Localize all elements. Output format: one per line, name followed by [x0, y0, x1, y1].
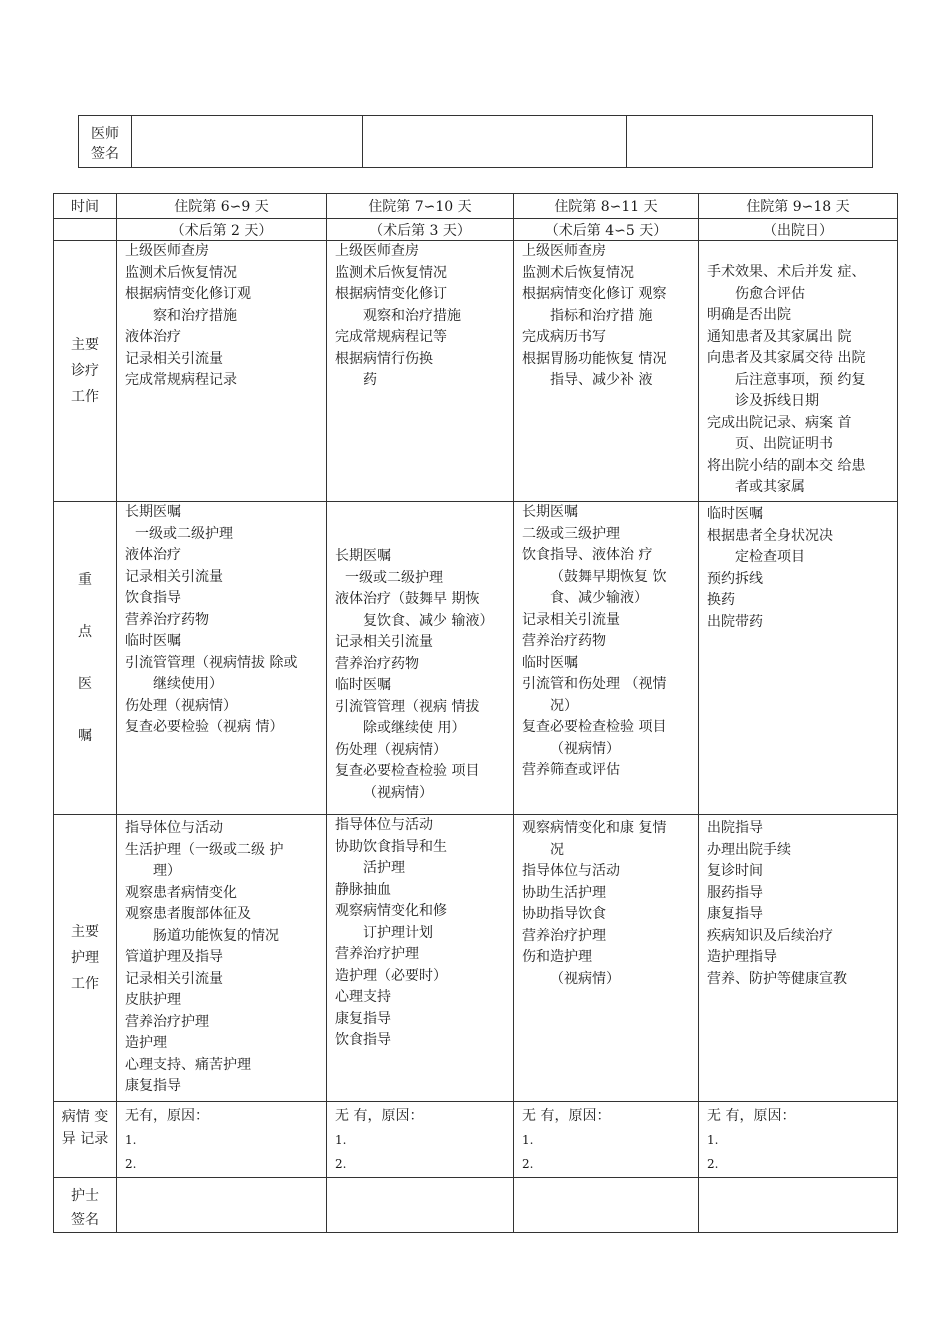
list-item: 指导体位与活动 [522, 863, 620, 879]
diagnosis-cell [514, 241, 699, 502]
list-item: 药 [363, 372, 377, 388]
variation-option[interactable]: 无 有，原因： [522, 1108, 611, 1124]
nurse-signature-cell[interactable] [699, 1178, 898, 1233]
list-item: 向患者及其家属交待 出院 [707, 350, 866, 366]
list-item: 监测术后恢复情况 [522, 264, 634, 281]
list-item: 饮食指导 [335, 1032, 391, 1048]
variation-cell[interactable] [327, 1102, 514, 1178]
list-item: 饮食指导、液体治 疗 [522, 547, 653, 563]
list-item: 临时医嘱 [707, 506, 763, 522]
list-item: 康复指导 [125, 1078, 181, 1094]
day-header: 住院第 6∽9 天 [117, 194, 327, 219]
nursing-cell [117, 815, 327, 1102]
variation-item: 2. [707, 1157, 719, 1171]
list-item: 引流管管理（视病 情拔 [335, 698, 480, 715]
diagnosis-cell [117, 241, 327, 502]
list-item: 况） [550, 697, 578, 714]
physician-signature-label [79, 116, 132, 168]
list-item: 指标和治疗措 施 [550, 307, 653, 324]
nursing-cell [699, 815, 898, 1102]
label-line: 医 [78, 676, 92, 692]
list-item: 出院带药 [707, 613, 763, 630]
list-item: 服药指导 [707, 884, 763, 901]
label-line: 工作 [71, 389, 99, 405]
list-item: （视病情） [363, 784, 433, 801]
list-item: 长期医嘱 [522, 504, 578, 520]
list-item: 复查必要检查检验 项目 [522, 719, 667, 735]
day-header: 住院第 8∽11 天 [514, 194, 699, 219]
list-item: 通知患者及其家属出 院 [707, 328, 852, 345]
row-label-diagnosis [54, 241, 117, 502]
list-item: 营养治疗药物 [125, 611, 209, 628]
label-line: 主要 [71, 924, 99, 940]
list-item: 营养筛查或评估 [522, 762, 620, 778]
list-item: 出院指导 [707, 820, 763, 836]
list-item: 长期医嘱 [335, 548, 391, 564]
variation-cell[interactable] [699, 1102, 898, 1178]
label-line: 嘱 [78, 728, 92, 744]
list-item: 造护理 [125, 1035, 167, 1051]
list-item: 造护理指导 [707, 949, 777, 965]
list-item: 疾病知识及后续治疗 [707, 927, 833, 944]
list-item: 伤和造护理 [522, 949, 592, 965]
list-item: 观察患者病情变化 [125, 884, 237, 901]
list-item: 生活护理（一级或二级 护 [125, 841, 284, 858]
label-line: 重 [78, 572, 92, 588]
variation-option[interactable]: 无 有，原因： [335, 1108, 424, 1124]
list-item: 指导、减少补 液 [550, 372, 653, 388]
list-item: 康复指导 [707, 906, 763, 922]
list-item: 食、减少输液） [550, 590, 648, 606]
variation-option[interactable]: 无 有，原因： [707, 1108, 796, 1124]
label-line: 主要 [71, 337, 99, 353]
list-item: 临时医嘱 [125, 633, 181, 649]
nursing-cell [514, 815, 699, 1102]
list-item: 营养治疗护理 [335, 946, 419, 962]
list-item: 指导体位与活动 [335, 817, 433, 833]
list-item: 复查必要检查检验 项目 [335, 763, 480, 779]
label-line: 点 [78, 624, 92, 640]
label-line: 诊疗 [71, 363, 99, 379]
nurse-signature-cell[interactable] [117, 1178, 327, 1233]
list-item: 复查必要检验（视病 情） [125, 719, 284, 735]
list-item: 况 [550, 841, 564, 858]
list-item: 明确是否出院 [707, 307, 791, 323]
list-item: 预约拆线 [707, 570, 763, 587]
list-item: 复诊时间 [707, 863, 763, 879]
list-item: 者或其家属 [735, 479, 805, 495]
list-item: 记录相关引流量 [125, 970, 223, 987]
list-item: 完成出院记录、病案 首 [707, 414, 852, 431]
list-item: 液体治疗（鼓舞早 期恢 [335, 591, 480, 607]
list-item: 皮肤护理 [125, 992, 181, 1008]
label-line: 异 记录 [61, 1131, 109, 1147]
list-item: 营养治疗药物 [522, 633, 606, 649]
list-item: 记录相关引流量 [125, 350, 223, 367]
list-item: 营养治疗护理 [125, 1013, 209, 1030]
postop-day-subheader: （出院日） [699, 219, 898, 241]
diagnosis-cell [699, 241, 898, 502]
list-item: （视病情） [550, 970, 620, 987]
list-item: 完成常规病程记等 [335, 329, 447, 345]
variation-item: 2. [125, 1157, 137, 1171]
signature-cell[interactable] [627, 116, 873, 168]
list-item: 心理支持 [335, 989, 391, 1005]
list-item: 液体治疗 [125, 547, 181, 563]
variation-cell[interactable] [117, 1102, 327, 1178]
list-item: 记录相关引流量 [335, 634, 433, 650]
signature-cell[interactable] [363, 116, 627, 168]
list-item: 完成常规病程记录 [125, 372, 237, 388]
variation-item: 1. [707, 1133, 719, 1147]
list-item: 肠道功能恢复的情况 [153, 927, 279, 944]
empty-cell [54, 219, 117, 241]
list-item: 一级或二级护理 [135, 525, 233, 542]
list-item: 上级医师查房 [335, 243, 419, 259]
list-item: 除或继续使 用） [363, 720, 466, 736]
list-item: 监测术后恢复情况 [125, 264, 237, 281]
row-label-nurse-signature [54, 1178, 117, 1233]
list-item: 活护理 [363, 860, 405, 876]
list-item: 办理出院手续 [707, 841, 791, 858]
list-item: 长期医嘱 [125, 504, 181, 520]
list-item: 复饮食、减少 输液） [363, 612, 494, 629]
list-item: 一级或二级护理 [345, 569, 443, 586]
orders-cell [699, 502, 898, 815]
list-item: 上级医师查房 [125, 243, 209, 259]
orders-cell [117, 502, 327, 815]
list-item: 根据病情变化修订 观察 [522, 286, 667, 302]
variation-item: 2. [522, 1157, 534, 1171]
variation-item: 2. [335, 1157, 347, 1171]
list-item: （鼓舞早期恢复 饮 [550, 568, 667, 585]
list-item: 指导体位与活动 [125, 820, 223, 836]
list-item: 液体治疗 [125, 329, 181, 345]
signature-cell[interactable] [132, 116, 363, 168]
list-item: 管道护理及指导 [125, 949, 223, 965]
list-item: 记录相关引流量 [125, 568, 223, 585]
list-item: 将出院小结的副本交 给患 [707, 457, 866, 474]
variation-cell[interactable] [514, 1102, 699, 1178]
list-item: 营养治疗护理 [522, 927, 606, 944]
list-item: （视病情） [550, 740, 620, 757]
list-item: 心理支持、痛苦护理 [125, 1056, 251, 1073]
row-label-variation [54, 1102, 117, 1178]
list-item: 诊及拆线日期 [735, 393, 819, 409]
physician-signature-table [78, 115, 873, 168]
label-line: 医师 [91, 126, 119, 142]
list-item: 换药 [707, 592, 735, 608]
list-item: 伤处理（视病情） [335, 741, 447, 758]
list-item: 营养、防护等健康宣教 [707, 970, 847, 987]
label-line: 病情 变 [61, 1109, 109, 1125]
list-item: 伤处理（视病情） [125, 697, 237, 714]
postop-day-subheader: （术后第 3 天） [327, 219, 514, 241]
list-item: 继续使用） [153, 676, 223, 692]
list-item: 康复指导 [335, 1010, 391, 1027]
list-item: 后注意事项，预 约复 [735, 371, 866, 388]
list-item: 根据病情变化修订 [335, 286, 447, 302]
list-item: 页、出院证明书 [735, 436, 833, 452]
list-item: 造护理（必要时） [335, 967, 447, 984]
list-item: 监测术后恢复情况 [335, 264, 447, 281]
nurse-signature-cell[interactable] [327, 1178, 514, 1233]
label-line: 签名 [91, 146, 119, 162]
list-item: 根据胃肠功能恢复 情况 [522, 350, 667, 367]
list-item: 察和治疗措施 [153, 307, 237, 324]
list-item: 记录相关引流量 [522, 611, 620, 628]
list-item: 临时医嘱 [335, 677, 391, 693]
diagnosis-cell [327, 241, 514, 502]
time-header: 时间 [54, 194, 117, 219]
day-header: 住院第 7∽10 天 [327, 194, 514, 219]
variation-item: 1. [125, 1133, 137, 1147]
list-item: 定检查项目 [735, 549, 805, 565]
list-item: 上级医师查房 [522, 243, 606, 259]
list-item: 观察病情变化和康 复情 [522, 820, 667, 836]
variation-item: 1. [335, 1133, 347, 1147]
list-item: 订护理计划 [363, 924, 433, 941]
list-item: 临时医嘱 [522, 654, 578, 671]
list-item: 观察病情变化和修 [335, 903, 447, 919]
clinical-pathway-table [53, 193, 898, 1233]
list-item: 根据患者全身状况决 [707, 527, 833, 544]
list-item: 协助饮食指导和生 [335, 838, 447, 855]
list-item: 饮食指导 [125, 590, 181, 606]
list-item: 营养治疗药物 [335, 655, 419, 672]
row-label-orders [54, 502, 117, 815]
list-item: 二级或三级护理 [522, 525, 620, 542]
orders-cell [327, 502, 514, 815]
list-item: 伤愈合评估 [735, 285, 805, 302]
list-item: 引流管和伤处理 （视情 [522, 676, 667, 692]
list-item: 根据病情变化修订观 [125, 286, 251, 302]
list-item: 手术效果、术后并发 症、 [707, 264, 866, 280]
list-item: 完成病历书写 [522, 329, 606, 345]
label-line: 护士 [71, 1188, 99, 1204]
postop-day-subheader: （术后第 4∽5 天） [514, 219, 699, 241]
list-item: 观察患者腹部体征及 [125, 906, 251, 922]
list-item: 协助生活护理 [522, 884, 606, 901]
variation-option[interactable]: 无有，原因： [125, 1108, 209, 1124]
orders-cell [514, 502, 699, 815]
label-line: 签名 [71, 1212, 99, 1228]
day-header: 住院第 9∽18 天 [699, 194, 898, 219]
list-item: 引流管管理（视病情拔 除或 [125, 654, 298, 671]
label-line: 护理 [71, 950, 99, 966]
variation-item: 1. [522, 1133, 534, 1147]
row-label-nursing [54, 815, 117, 1102]
nursing-cell [327, 815, 514, 1102]
list-item: 根据病情行伤换 [335, 350, 433, 367]
label-line: 工作 [71, 976, 99, 992]
list-item: 静脉抽血 [335, 881, 391, 898]
postop-day-subheader: （术后第 2 天） [117, 219, 327, 241]
nurse-signature-cell[interactable] [514, 1178, 699, 1233]
list-item: 协助指导饮食 [522, 906, 606, 922]
list-item: 观察和治疗措施 [363, 307, 461, 324]
list-item: 理） [153, 863, 181, 879]
